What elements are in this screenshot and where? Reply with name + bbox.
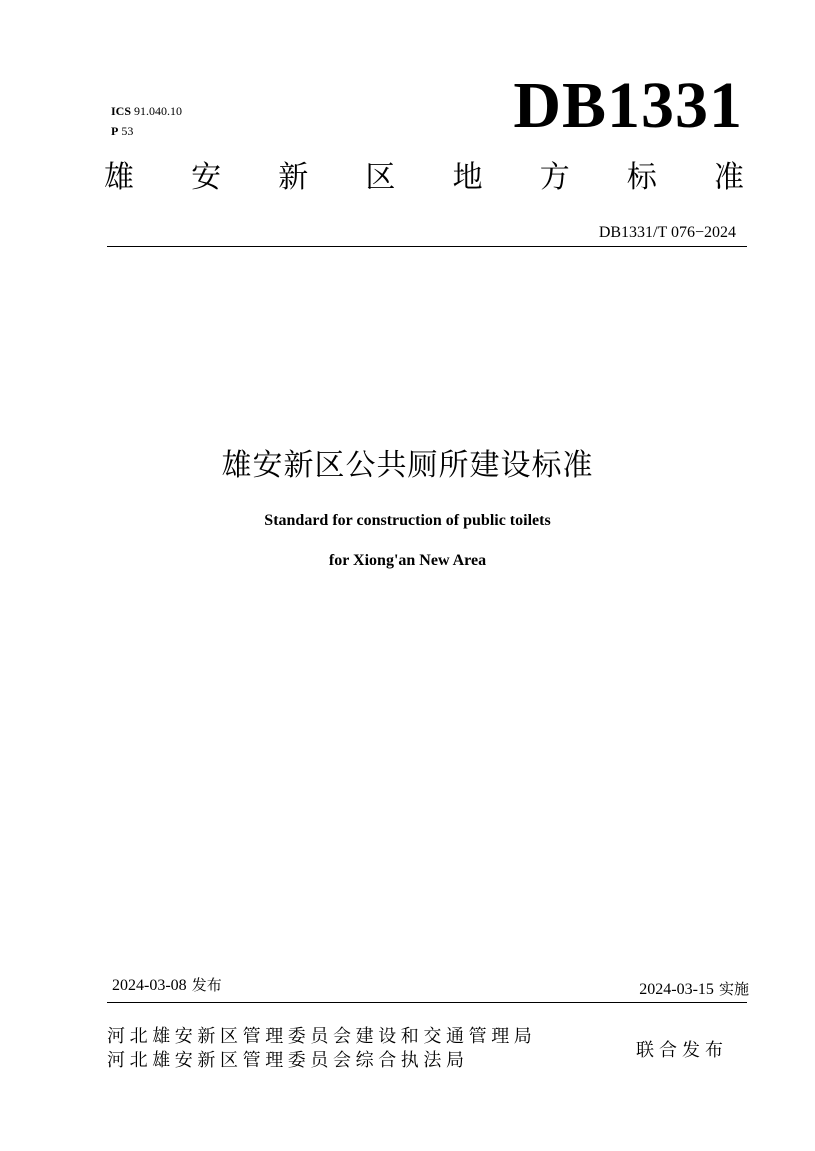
standard-type-char: 方 xyxy=(539,160,570,195)
standard-type-heading xyxy=(104,156,744,200)
issue-date-value: 2024-03-08 xyxy=(112,977,187,994)
issue-date-label: 发布 xyxy=(191,976,222,994)
ics-line xyxy=(111,101,182,121)
issuer-line1: 河北雄安新区管理委员会建设和交通管理局 xyxy=(107,1026,537,1047)
issue-date xyxy=(112,974,222,997)
class-value: 53 xyxy=(121,124,134,138)
title-english-line1: Standard for construction of public toilets xyxy=(264,512,551,529)
class-line xyxy=(111,121,182,141)
header-divider xyxy=(107,246,747,247)
standard-type-char: 准 xyxy=(713,160,744,195)
ics-label: ICS xyxy=(111,104,132,118)
class-label: P xyxy=(111,124,119,138)
title-chinese: 雄安新区公共厕所建设标准 xyxy=(221,448,594,483)
implementation-date xyxy=(639,978,749,1001)
standard-type-char: 区 xyxy=(365,160,396,195)
standard-type-char: 雄 xyxy=(104,160,134,195)
implementation-date-label: 实施 xyxy=(718,980,749,998)
issuing-authorities xyxy=(107,1025,536,1073)
standard-code: DB1331 xyxy=(513,69,743,142)
standard-type-char: 安 xyxy=(191,160,222,195)
standard-type-char: 标 xyxy=(626,160,657,195)
classification-block xyxy=(111,101,182,141)
standard-type-char: 地 xyxy=(452,160,483,195)
ics-value: 91.040.10 xyxy=(134,104,183,118)
title-english-line2: for Xiong'an New Area xyxy=(328,552,487,569)
implementation-date-value: 2024-03-15 xyxy=(639,981,714,998)
standard-type-char: 新 xyxy=(278,160,309,195)
issuer-line2: 河北雄安新区管理委员会综合执法局 xyxy=(107,1050,469,1071)
joint-release-label: 联合发布 xyxy=(636,1040,728,1061)
footer-divider xyxy=(107,1002,747,1003)
standard-number: DB1331/T 076−2024 xyxy=(598,224,736,241)
